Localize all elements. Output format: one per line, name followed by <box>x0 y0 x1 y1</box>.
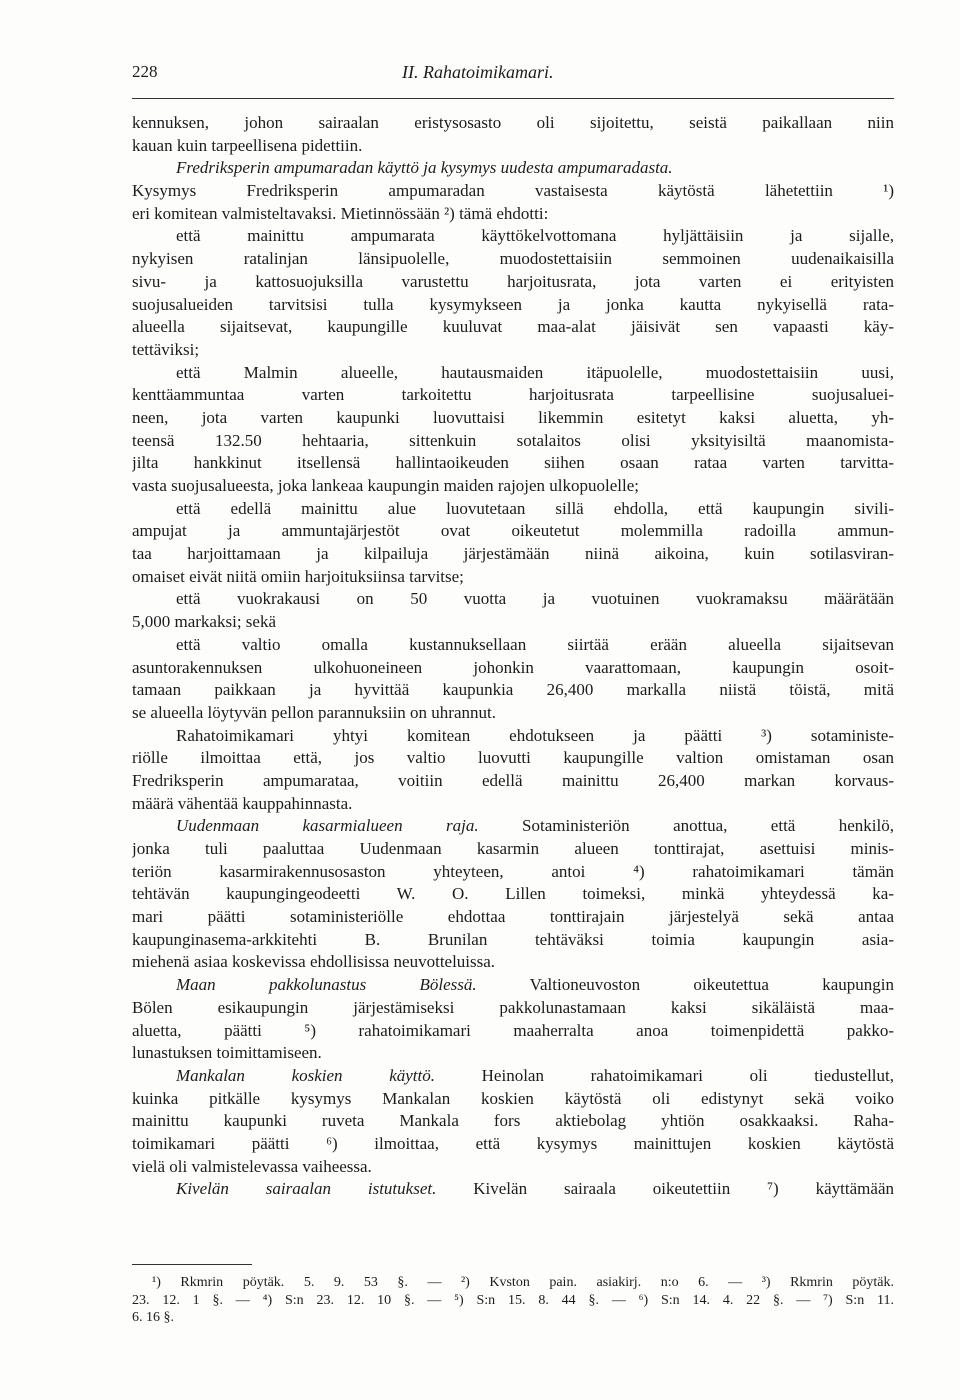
text-line: taa harjoittamaan ja kilpailuja järjestämään niinä aikoina, kuin sotilasviran- <box>132 544 894 564</box>
footnote-rule <box>132 1264 252 1265</box>
text-line: 5,000 markaksi; sekä <box>132 612 276 632</box>
text-line: että edellä mainittu alue luovutetaan sillä ehdolla, että kaupungin sivili- <box>176 498 894 518</box>
text-line: eri komitean valmisteltavaksi. Mietinnössään ²) tämä ehdotti: <box>132 203 549 223</box>
text-line: toimikamari päätti ⁶) ilmoittaa, että kysymys mainittujen koskien käytöstä <box>132 1133 894 1153</box>
section-heading: Mankalan koskien käyttö. <box>176 1065 435 1085</box>
text-line: asuntorakennuksen ulkohuoneineen johonkin vaarattomaan, kaupungin osoit- <box>132 657 894 677</box>
text-line: tamaan paikkaan ja hyvittää kaupunkia 26,400 markalla niistä töistä, mitä <box>132 680 894 700</box>
text-line: teensä 132.50 hehtaaria, sittenkuin sotalaitos olisi yksityisiltä maanomista- <box>132 430 894 450</box>
text-line: Rahatoimikamari yhtyi komitean ehdotukseen ja päätti ³) sotaministe- <box>176 725 894 745</box>
text-line: mainittu kaupunki ruveta Mankala fors aktiebolag yhtiön osakkaaksi. Raha- <box>132 1111 894 1131</box>
text-line: neen, jota varten kaupunki luovuttaisi likemmin esitetyt kaksi aluetta, yh- <box>132 407 894 427</box>
text-line: riölle ilmoittaa että, jos valtio luovutti kaupungille valtion omistaman osan <box>132 748 894 768</box>
text-line: kennuksen, johon sairaalan eristysosasto oli sijoitettu, seistä paikallaan niin <box>132 113 894 132</box>
text-line: Fredriksperin ampumarataa, voitiin edellä mainittu 26,400 markan korvaus- <box>132 770 894 790</box>
text-line: se alueella löytyvän pellon parannuksiin on uhrannut. <box>132 702 496 722</box>
text-line: että Malmin alueelle, hautausmaiden itäpuolelle, muodostettaisiin uusi, <box>176 362 894 382</box>
section-heading: Uudenmaan kasarmialueen raja. <box>176 816 479 836</box>
page-number: 228 <box>132 62 158 81</box>
text-line: tettäviksi; <box>132 339 200 359</box>
text-line: jonka tuli paaluttaa Uudenmaan kasarmin alueen tonttirajat, asettuisi minis- <box>132 839 894 858</box>
text-line: nykyisen ratalinjan länsipuolelle, muodostettaisiin semmoinen uudenaikaisilla <box>132 249 894 269</box>
text-line: määrä vähentää kauppahinnasta. <box>132 793 353 813</box>
text-line: että mainittu ampumarata käyttökelvottomana hyljättäisiin ja sijalle, <box>176 226 894 246</box>
text-line: suojusalueiden tarvitsisi tulla kysymykseen ja jonka kautta nykyisellä rata- <box>132 294 894 314</box>
text-line: vielä oli valmistelevassa vaiheessa. <box>132 1156 372 1176</box>
text-line: aluetta, päätti ⁵) rahatoimikamari maaherralta anoa toimenpidettä pakko- <box>132 1020 894 1040</box>
text-line: kuinka pitkälle kysymys Mankalan koskien käytöstä oli edistynyt sekä voiko <box>132 1088 894 1108</box>
text-line: alueella sijaitsevat, kaupungille kuuluvat maa-alat jäisivät sen vapaasti käy- <box>132 317 894 337</box>
section-heading: Kivelän sairaalan istutukset. <box>176 1179 437 1199</box>
text-line: Maan pakkolunastus Bölessä. Valtioneuvoston oikeutettua kaupungin <box>176 975 894 995</box>
text-line: Bölen esikaupungin järjestämiseksi pakkolunastamaan kaksi sikäläistä maa- <box>132 997 894 1017</box>
text-line: Mankalan koskien käyttö. Heinolan rahatoimikamari oli tiedustellut, <box>176 1065 894 1085</box>
text-line: teriön kasarmirakennusosaston yhteyteen, antoi ⁴) rahatoimikamari tämän <box>132 861 894 881</box>
text-line: sivu- ja kattosuojuksilla varustettu harjoitusrata, jota varten ei erityisten <box>132 271 894 291</box>
text-line: kaupunginasema-arkkitehti B. Brunilan tehtäväksi toimia kaupungin asia- <box>132 929 894 949</box>
text-line: mari päätti sotaministeriölle ehdottaa tonttirajain järjestelyä sekä antaa <box>132 907 894 927</box>
text-line: miehenä asiaa koskevissa ehdollisissa neuvotteluissa. <box>132 952 496 972</box>
text-line: jilta hankkinut itsellensä hallintaoikeuden siihen osaan rataa varten tarvitta- <box>132 453 894 473</box>
text-line: tehtävän kaupungingeodeetti W. O. Lillen toimeksi, minkä yhteydessä ka- <box>132 884 894 904</box>
text-line: vasta suojusalueesta, joka lankeaa kaupungin maiden rajojen ulkopuolelle; <box>132 476 640 495</box>
text-line: Kysymys Fredriksperin ampumaradan vastaisesta käytöstä lähetettiin ¹) <box>132 181 894 201</box>
footnotes <box>132 1274 894 1327</box>
text-line: Fredriksperin ampumaradan käyttö ja kysymys uudesta ampumaradasta. <box>176 158 673 178</box>
header-rule <box>132 98 894 99</box>
text-line: kauan kuin tarpeellisena pidettiin. <box>132 135 363 155</box>
footnote-line: 23. 12. 1 §. — ⁴) S:n 23. 12. 10 §. — ⁵) S:n 15. 8. 44 §. — ⁶) S:n 14. 4. 22 §. — ⁷) S:n 11. <box>132 1292 894 1308</box>
text-line: kenttäammuntaa varten tarkoitettu harjoitusrata tarpeellisine suojusaluei- <box>132 385 894 405</box>
text-line: ampujat ja ammuntajärjestöt ovat oikeutetut molemmilla radoilla ammun- <box>132 521 894 541</box>
running-title: II. Rahatoimikamari. <box>402 62 554 82</box>
section-heading: Maan pakkolunastus Bölessä. <box>176 975 477 995</box>
text-line: omaiset eivät niitä omiin harjoituksiinsa tarvitse; <box>132 566 464 586</box>
body-text <box>132 112 894 1201</box>
text-line: Kivelän sairaalan istutukset. Kivelän sairaala oikeutettiin ⁷) käyttämään <box>176 1179 894 1199</box>
footnote-line: ¹) Rkmrin pöytäk. 5. 9. 53 §. — ²) Kvston pain. asiakirj. n:o 6. — ³) Rkmrin pöytäk. <box>152 1275 894 1290</box>
text-line: Uudenmaan kasarmialueen raja. Sotaministeriön anottua, että henkilö, <box>176 816 894 836</box>
text-line: että vuokrakausi on 50 vuotta ja vuotuinen vuokramaksu määrätään <box>176 589 894 609</box>
page-header <box>132 62 894 86</box>
text-line: lunastuksen toimittamiseen. <box>132 1043 322 1063</box>
footnote-line: 6. 16 §. <box>132 1310 174 1325</box>
text-line: että valtio omalla kustannuksellaan siirtää erään alueella sijaitsevan <box>176 634 894 654</box>
